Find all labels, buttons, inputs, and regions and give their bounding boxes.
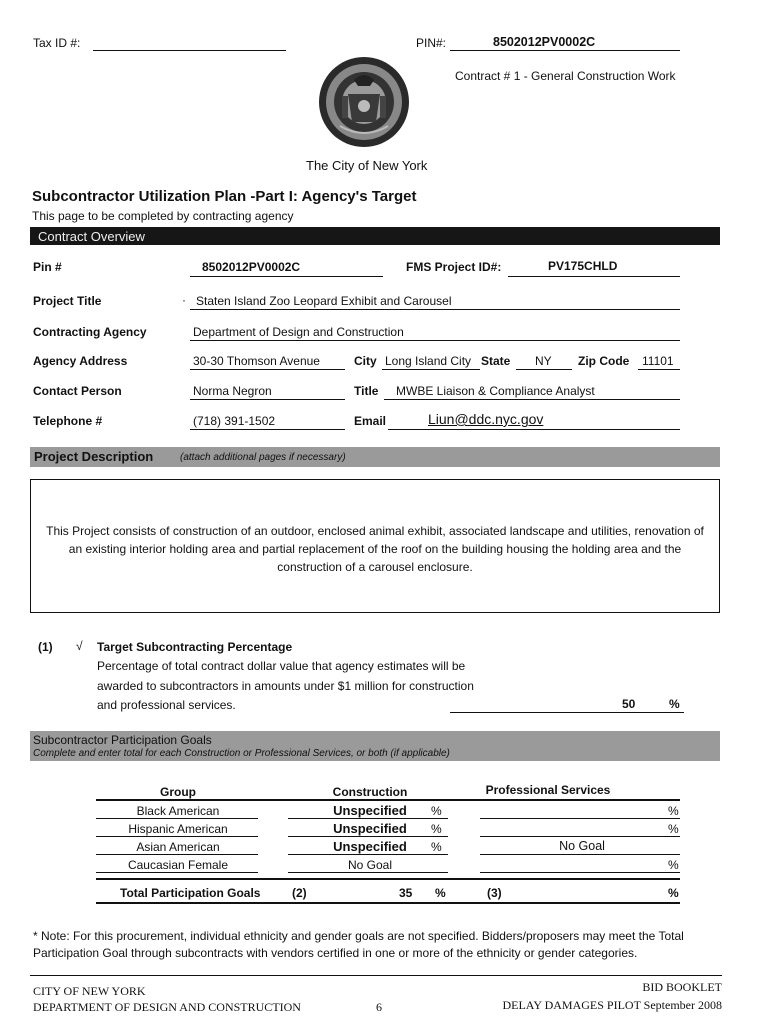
- city-seal: [318, 56, 410, 148]
- project-description-bar: [30, 447, 720, 467]
- participation-goals-label: Subcontractor Participation Goals: [33, 733, 212, 747]
- goal-row-construction-line: [288, 818, 448, 819]
- email-value: Liun@ddc.nyc.gov: [428, 411, 544, 427]
- goal-row-group-line: [96, 872, 258, 873]
- fms-value: PV175CHLD: [548, 259, 618, 273]
- goal-row-construction-line: [288, 872, 448, 873]
- address-line: [190, 369, 345, 370]
- city-value: Long Island City: [385, 354, 472, 368]
- column-professional: Professional Services: [485, 783, 611, 797]
- page-subtitle: This page to be completed by contracting agency: [32, 209, 294, 223]
- agency-label: Contracting Agency: [33, 325, 147, 339]
- target-heading: Target Subcontracting Percentage: [97, 640, 293, 654]
- target-line-2: awarded to subcontractors in amounts under $1 million for construction: [97, 679, 474, 693]
- participation-goals-bar: [30, 731, 720, 761]
- fms-line: [508, 276, 680, 277]
- participation-goals-note: Complete and enter total for each Construction or Professional Services, or both (if applicable): [33, 748, 450, 759]
- goal-row-construction-pct: %: [431, 840, 442, 854]
- target-line: [450, 712, 684, 713]
- project-title-value: Staten Island Zoo Leopard Exhibit and Carousel: [196, 294, 452, 308]
- header-rule: [96, 799, 680, 801]
- goal-row-professional-line: [480, 872, 680, 873]
- target-value: 50: [622, 697, 636, 711]
- target-check: √: [76, 639, 83, 653]
- pin-line: [450, 50, 680, 51]
- state-label: State: [481, 354, 511, 368]
- project-description-label: Project Description: [34, 449, 154, 464]
- city-name: The City of New York: [306, 158, 428, 173]
- goal-row-professional-pct: %: [668, 858, 679, 872]
- goal-row-construction: Unspecified: [333, 803, 407, 818]
- target-number: (1): [38, 640, 53, 654]
- footer-left-1: CITY OF NEW YORK: [33, 984, 146, 998]
- project-description-note: (attach additional pages if necessary): [180, 452, 346, 463]
- state-line: [516, 369, 572, 370]
- telephone-label: Telephone #: [33, 414, 103, 428]
- goal-row-group-line: [96, 818, 258, 819]
- note-line-2: Participation Goal through subcontracts with vendors certified in one or more of the ethnicity or gender categories.: [33, 946, 638, 960]
- zip-line: [638, 369, 680, 370]
- total-construction-pct: %: [435, 886, 446, 900]
- pin-row-line: [190, 276, 383, 277]
- contract-line: Contract # 1 - General Construction Work: [455, 69, 676, 83]
- goal-row-group-line: [96, 836, 258, 837]
- footer-right-2: DELAY DAMAGES PILOT September 2008: [502, 998, 722, 1012]
- target-unit: %: [669, 697, 680, 711]
- project-title-line: [190, 309, 680, 310]
- telephone-value: (718) 391-1502: [193, 414, 276, 428]
- city-line: [382, 369, 480, 370]
- pin-label: PIN#:: [416, 36, 447, 50]
- agency-value: Department of Design and Construction: [193, 325, 404, 339]
- goal-row-professional-line: [480, 836, 680, 837]
- address-label: Agency Address: [33, 354, 128, 368]
- address-value: 30-30 Thomson Avenue: [193, 354, 320, 368]
- goal-row-group: Hispanic American: [128, 822, 228, 836]
- telephone-line: [190, 429, 345, 430]
- note-line-1: * Note: For this procurement, individual ethnicity and gender goals are not specified. Bidders/proposers may meet the Total: [33, 929, 684, 943]
- footer-right-1: BID BOOKLET: [642, 980, 722, 994]
- goal-row-construction: Unspecified: [333, 821, 407, 836]
- contact-title-value: MWBE Liaison & Compliance Analyst: [396, 384, 595, 398]
- goal-row-construction-pct: %: [431, 804, 442, 818]
- target-line-1: Percentage of total contract dollar value that agency estimates will be: [97, 659, 466, 673]
- page-title: Subcontractor Utilization Plan -Part I: Agency's Target: [32, 188, 417, 205]
- total-top-rule: [96, 878, 680, 880]
- goal-row-group: Caucasian Female: [127, 858, 229, 872]
- contract-overview-label: Contract Overview: [38, 229, 145, 244]
- contact-line: [190, 399, 345, 400]
- total-professional-number: (3): [487, 886, 502, 900]
- total-professional-pct: %: [668, 886, 679, 900]
- project-description-box: [30, 479, 720, 613]
- tax-id-line: [93, 50, 286, 51]
- pin-row-value: 8502012PV0002C: [202, 260, 301, 274]
- contact-label: Contact Person: [33, 384, 122, 398]
- goal-row-group-line: [96, 854, 258, 855]
- goal-row-construction: No Goal: [347, 858, 393, 872]
- goal-row-construction-line: [288, 836, 448, 837]
- goal-row-construction-line: [288, 854, 448, 855]
- email-line: [388, 429, 680, 430]
- project-title-bullet: ·: [182, 293, 186, 307]
- zip-value: 11101: [642, 354, 674, 368]
- footer-page-number: 6: [376, 1000, 382, 1014]
- footer-rule: [30, 975, 722, 976]
- project-description-text: This Project consists of construction of an outdoor, enclosed animal exhibit, associated landscape and utilities, renovation of an existing interior holding area and partial replacement of the roof on the building housing the holding area and the construction of a carousel enclosure.: [46, 524, 704, 574]
- contact-title-label: Title: [354, 384, 379, 398]
- goal-row-professional-pct: %: [668, 822, 679, 836]
- pin-row-label: Pin #: [33, 260, 62, 274]
- contact-title-line: [384, 399, 680, 400]
- total-construction-value: 35: [399, 886, 413, 900]
- goal-row-professional-line: [480, 818, 680, 819]
- goal-row-professional: No Goal: [559, 839, 605, 853]
- city-label: City: [354, 354, 377, 368]
- city-seal-graphic: [318, 56, 410, 148]
- goal-row-construction-pct: %: [431, 822, 442, 836]
- agency-line: [190, 340, 680, 341]
- state-value: NY: [535, 354, 552, 368]
- fms-label: FMS Project ID#:: [406, 260, 502, 274]
- contract-overview-bar: [30, 227, 720, 245]
- total-construction-number: (2): [292, 886, 307, 900]
- project-title-label: Project Title: [33, 294, 102, 308]
- goal-row-group: Asian American: [136, 840, 220, 854]
- contact-value: Norma Negron: [193, 384, 272, 398]
- footer-left-2: DEPARTMENT OF DESIGN AND CONSTRUCTION: [33, 1000, 301, 1014]
- goal-row-professional-line: [480, 854, 680, 855]
- pin-value: 8502012PV0002C: [493, 35, 596, 49]
- zip-label: Zip Code: [578, 354, 630, 368]
- goal-row-group: Black American: [136, 804, 220, 818]
- total-bottom-rule: [96, 902, 680, 904]
- total-label: Total Participation Goals: [120, 886, 261, 900]
- goal-row-professional-pct: %: [668, 804, 679, 818]
- target-line-3: and professional services.: [97, 698, 236, 712]
- email-label: Email: [354, 414, 387, 428]
- goal-row-construction: Unspecified: [333, 839, 407, 854]
- tax-id-label: Tax ID #:: [33, 36, 81, 50]
- column-group: Group: [160, 785, 196, 799]
- column-construction: Construction: [332, 785, 408, 799]
